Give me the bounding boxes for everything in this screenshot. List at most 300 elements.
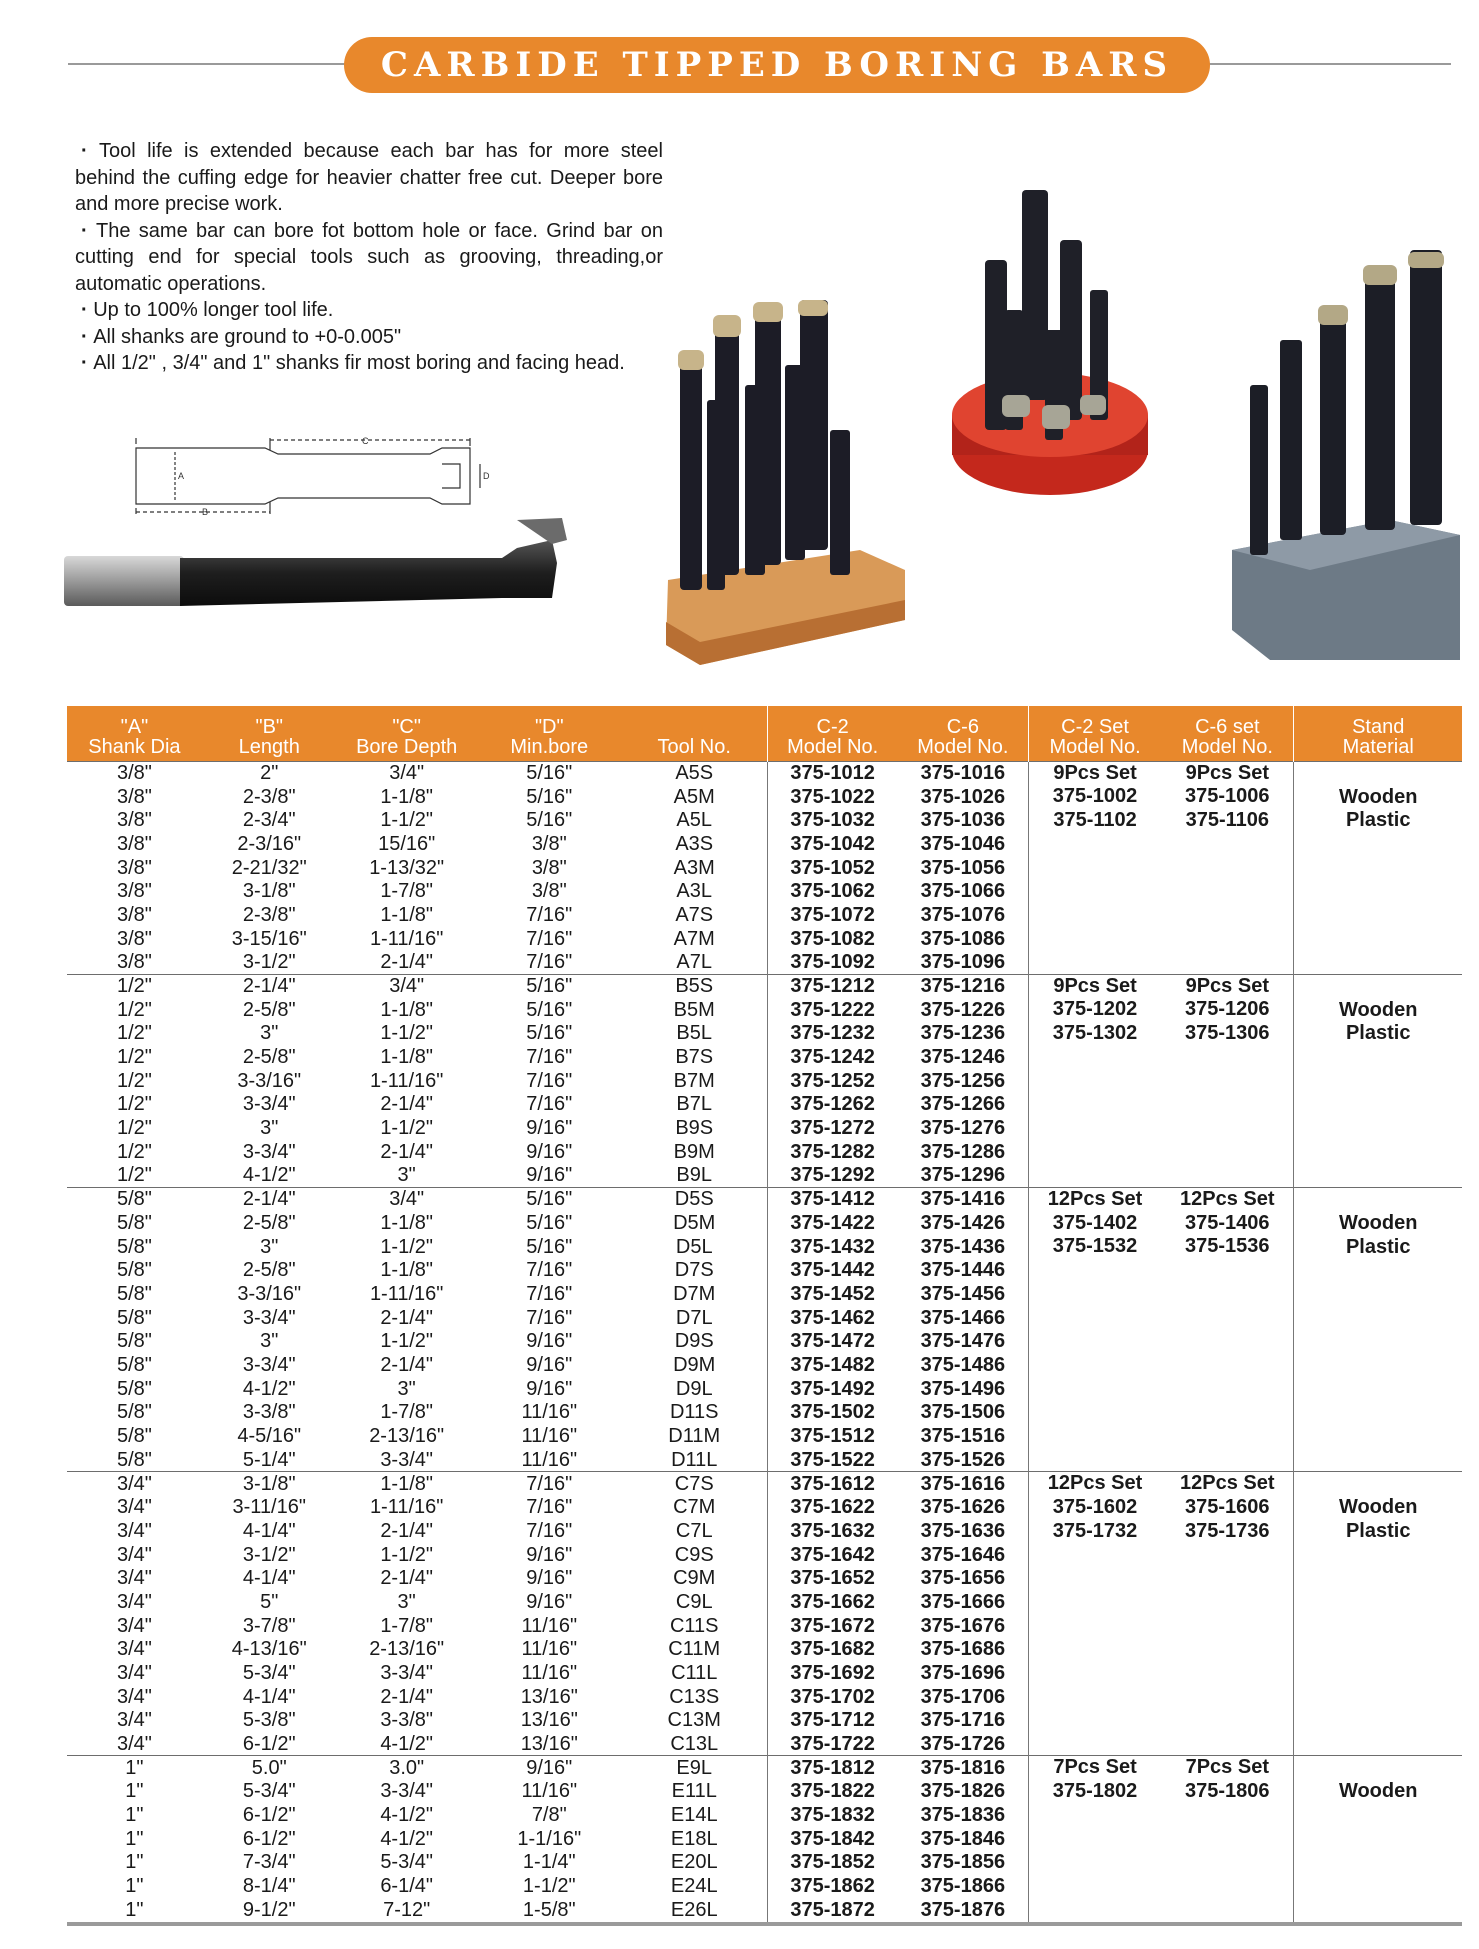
table-cell: 375-1266 — [920, 1093, 1006, 1116]
table-cell: 1-7/8" — [380, 880, 433, 903]
column-header-line: Tool No. — [657, 735, 731, 758]
diagram-label-b: B — [202, 507, 209, 516]
table-cell: 3-3/8" — [242, 1401, 296, 1424]
table-cell: 13/16" — [520, 1685, 578, 1708]
table-cell: 11/16" — [521, 1425, 578, 1448]
set-model-line: 12Pcs Set — [1180, 1472, 1275, 1495]
table-cell: 9/16" — [526, 1543, 573, 1566]
table-cell: 1-1/2" — [380, 809, 433, 832]
table-cell: 3/8" — [67, 761, 202, 785]
table-cell: 1-1/2" — [380, 1543, 433, 1566]
table-cell: C11L — [671, 1661, 718, 1684]
table-cell: 375-1056 — [920, 856, 1006, 879]
table-cell: D11L — [671, 1448, 718, 1471]
table-cell: 11/16" — [521, 1780, 578, 1803]
column-header-line: C-2 Set — [1061, 715, 1129, 738]
table-cell: 9/16" — [526, 1330, 573, 1353]
table-cell: 5/8" — [116, 1401, 152, 1424]
table-cell: 7/16" — [526, 1306, 573, 1329]
table-cell: 2-1/4" — [380, 1093, 433, 1116]
set-model-line: 375-1006 — [1185, 785, 1270, 808]
table-cell: 3/4" — [116, 1496, 152, 1519]
table-cell: 4-1/2" — [380, 1732, 433, 1755]
column-header-line: Material — [1342, 735, 1414, 758]
table-cell: 5/16" — [526, 1211, 573, 1234]
table-cell: 375-1722 — [767, 1732, 898, 1756]
table-cell: C7S — [622, 1472, 767, 1496]
table-cell: A5L — [676, 809, 713, 832]
table-cell: 3-1/2" — [242, 951, 296, 974]
table-cell: 5-3/4" — [242, 1780, 296, 1803]
table-cell: 375-1726 — [920, 1732, 1006, 1755]
set-model-line: 9Pcs Set — [1185, 761, 1269, 784]
table-cell: C11M — [668, 1638, 721, 1661]
table-cell: 375-1072 — [767, 903, 898, 927]
column-header-line: Model No. — [1181, 735, 1273, 758]
table-cell: 1/2" — [116, 1117, 152, 1140]
table-cell: 1/2" — [116, 1046, 152, 1069]
column-header-line: C-2 — [816, 715, 849, 738]
stand-material-line: Plastic — [1345, 809, 1411, 832]
table-cell: C9S — [674, 1543, 714, 1566]
table-cell: 375-1212 — [767, 974, 898, 998]
table-cell: B5S — [622, 974, 767, 998]
table-cell: 375-1622 — [767, 1495, 898, 1519]
table-cell: 375-1256 — [920, 1069, 1006, 1092]
table-cell: E14L — [670, 1804, 718, 1827]
table-cell: 375-1852 — [767, 1851, 898, 1875]
table-cell: 1" — [125, 1827, 144, 1850]
table-cell: 1-1/8" — [337, 1472, 477, 1496]
table-cell: 3/8" — [116, 951, 152, 974]
table-cell: 5/8" — [116, 1354, 152, 1377]
table-cell: 6-1/2" — [242, 1827, 296, 1850]
table-cell: 375-1692 — [767, 1661, 898, 1685]
table-cell: 1" — [67, 1756, 202, 1780]
c6-set-cell — [1161, 1472, 1294, 1756]
table-row — [67, 974, 1462, 998]
table-cell: 3/8" — [116, 809, 152, 832]
table-cell: 375-1222 — [767, 998, 898, 1022]
c2-set-cell — [1028, 1472, 1161, 1756]
column-header-line: Length — [238, 735, 300, 758]
boring-bar-photo — [62, 518, 572, 618]
table-cell: 375-1682 — [767, 1637, 898, 1661]
column-header — [1294, 706, 1462, 761]
bottom-rule — [67, 1922, 1462, 1926]
table-cell: 6-1/2" — [242, 1804, 296, 1827]
column-header — [202, 706, 337, 761]
c6-set-cell — [1161, 761, 1294, 974]
table-cell: 375-1442 — [767, 1258, 898, 1282]
table-row — [67, 1472, 1462, 1496]
table-cell: 375-1216 — [898, 974, 1029, 998]
table-cell: 375-1416 — [898, 1187, 1029, 1211]
set-model-line: 375-1402 — [1052, 1211, 1138, 1234]
table-cell: 6-1/2" — [242, 1732, 296, 1755]
table-cell: D11M — [668, 1425, 721, 1448]
table-cell: 2-1/4" — [380, 1685, 433, 1708]
table-cell: 375-1666 — [920, 1590, 1006, 1613]
table-cell: 1-7/8" — [380, 1401, 433, 1424]
c6-set-cell — [1161, 974, 1294, 1187]
table-cell: 375-1296 — [920, 1164, 1006, 1187]
table-cell: 3" — [397, 1164, 416, 1187]
table-cell: 375-1422 — [767, 1211, 898, 1235]
table-cell: 2-1/4" — [202, 974, 337, 998]
table-cell: 375-1842 — [767, 1827, 898, 1851]
set-model-line: 375-1732 — [1052, 1519, 1138, 1542]
table-cell: 375-1272 — [767, 1116, 898, 1140]
set-model-line: 375-1406 — [1185, 1211, 1270, 1234]
table-cell: 1-1/8" — [380, 1211, 433, 1234]
diagram-label-c: C — [362, 436, 369, 446]
table-cell: 1/2" — [116, 1022, 152, 1045]
table-cell: 7/16" — [526, 1259, 573, 1282]
table-cell: 375-1032 — [767, 808, 898, 832]
column-header — [767, 706, 898, 761]
table-cell: 375-1486 — [920, 1354, 1006, 1377]
table-cell: 2-1/4" — [380, 1567, 433, 1590]
table-cell: 375-1866 — [920, 1875, 1006, 1898]
table-cell: 2-5/8" — [242, 1211, 296, 1234]
column-header-line: Bore Depth — [356, 735, 458, 758]
table-cell: 3-1/2" — [242, 1543, 296, 1566]
table-cell: 375-1672 — [767, 1614, 898, 1638]
table-cell: 5/8" — [116, 1330, 152, 1353]
table-cell: 375-1626 — [920, 1496, 1006, 1519]
table-cell: B9S — [675, 1117, 714, 1140]
stand-material-cell — [1294, 1472, 1462, 1756]
table-cell: 2-13/16" — [369, 1638, 445, 1661]
table-cell: 3/4" — [116, 1709, 152, 1732]
table-cell: 1-5/8" — [522, 1898, 576, 1921]
table-cell: 1" — [125, 1804, 144, 1827]
table-cell: D9L — [675, 1377, 713, 1400]
table-cell: D5L — [675, 1235, 713, 1258]
stand-material-line: Plastic — [1345, 1235, 1411, 1258]
table-row — [67, 1187, 1462, 1211]
table-cell: 5/8" — [116, 1235, 152, 1258]
table-cell: 6-1/4" — [380, 1875, 433, 1898]
table-cell: 13/16" — [520, 1709, 578, 1732]
table-cell: 3/8" — [116, 880, 152, 903]
table-cell: 7/16" — [526, 1519, 573, 1542]
column-header — [477, 706, 622, 761]
table-cell: 3/4" — [116, 1590, 152, 1613]
table-cell: 375-1856 — [920, 1851, 1006, 1874]
set-model-line: 12Pcs Set — [1047, 1472, 1143, 1495]
column-header-line: "D" — [534, 715, 564, 738]
table-cell: 9/16" — [526, 1590, 573, 1613]
table-cell: 7-3/4" — [242, 1851, 296, 1874]
table-cell: 1/2" — [116, 1093, 152, 1116]
table-cell: 1/2" — [116, 998, 152, 1021]
table-cell: 11/16" — [521, 1614, 578, 1637]
set-model-line: 375-1002 — [1052, 785, 1138, 808]
table-cell: 375-1616 — [898, 1472, 1029, 1496]
set-model-line: 9Pcs Set — [1053, 974, 1137, 997]
table-cell: 1" — [125, 1780, 144, 1803]
table-cell: 1/2" — [116, 1164, 152, 1187]
table-cell: 375-1276 — [920, 1117, 1006, 1140]
table-cell: 5" — [260, 1590, 279, 1613]
table-cell: 375-1636 — [920, 1519, 1006, 1542]
table-cell: 375-1242 — [767, 1045, 898, 1069]
table-cell: D9S — [674, 1330, 714, 1353]
table-cell: A7L — [676, 951, 713, 974]
stand-material-line: Wooden — [1338, 1211, 1418, 1234]
table-cell: 11/16" — [521, 1661, 578, 1684]
table-cell: 3-3/8" — [380, 1709, 433, 1732]
table-cell: 11/16" — [521, 1448, 578, 1471]
feature-item: · Up to 100% longer tool life. — [75, 297, 663, 324]
table-cell: 5-3/4" — [380, 1851, 433, 1874]
table-cell: 375-1086 — [920, 927, 1006, 950]
table-cell: 1-1/4" — [522, 1851, 576, 1874]
table-cell: A3M — [673, 856, 715, 879]
table-cell: 3/8" — [531, 856, 567, 879]
table-cell: 5-3/4" — [242, 1661, 296, 1684]
table-cell: 375-1476 — [920, 1330, 1006, 1353]
table-cell: 3/4" — [116, 1685, 152, 1708]
c2-set-cell — [1028, 974, 1161, 1187]
stand-material-cell — [1294, 974, 1462, 1187]
table-cell: 1/2" — [116, 1140, 152, 1163]
stand-material-line: Wooden — [1338, 1496, 1418, 1519]
table-cell: 1-1/2" — [380, 1330, 433, 1353]
table-cell: 375-1096 — [920, 951, 1006, 974]
table-cell: 3/4" — [116, 1614, 152, 1637]
table-cell: 375-1652 — [767, 1566, 898, 1590]
table-cell: D7L — [675, 1306, 713, 1329]
table-cell: 375-1872 — [767, 1898, 898, 1922]
table-cell: 15/16" — [378, 832, 436, 855]
table-cell: 375-1826 — [920, 1780, 1006, 1803]
table-cell: 375-1696 — [920, 1661, 1006, 1684]
table-cell: 3-3/4" — [380, 1661, 433, 1684]
table-cell: 3-3/4" — [380, 1448, 433, 1471]
table-cell: 2-1/4" — [380, 1354, 433, 1377]
table-cell: 375-1052 — [767, 856, 898, 880]
table-cell: C7M — [673, 1496, 716, 1519]
plastic-stand-set-photo — [1230, 250, 1460, 660]
table-cell: 3-11/16" — [232, 1496, 306, 1519]
table-cell: 5/8" — [116, 1306, 152, 1329]
set-model-line: 12Pcs Set — [1047, 1187, 1143, 1210]
table-cell: 375-1712 — [767, 1709, 898, 1733]
table-cell: 375-1496 — [920, 1377, 1006, 1400]
set-model-line: 375-1806 — [1185, 1780, 1270, 1803]
table-cell: 5/8" — [116, 1448, 152, 1471]
table-cell: 7/16" — [526, 927, 573, 950]
stand-material-line: Wooden — [1338, 998, 1418, 1021]
table-cell: D9M — [673, 1354, 716, 1377]
feature-list — [75, 138, 663, 377]
table-cell: 3-3/16" — [237, 1069, 302, 1092]
table-cell: 2-13/16" — [369, 1425, 445, 1448]
stand-material-line: Plastic — [1345, 1519, 1411, 1542]
column-header-line: Model No. — [917, 735, 1009, 758]
table-cell: 375-1016 — [898, 761, 1029, 785]
table-cell: 375-1026 — [920, 785, 1006, 808]
table-cell: 1/2" — [116, 1069, 152, 1092]
table-cell: 5/16" — [526, 1235, 573, 1258]
table-cell: D5S — [622, 1187, 767, 1211]
table-cell: 375-1246 — [920, 1046, 1006, 1069]
table-cell: 375-1646 — [920, 1543, 1006, 1566]
table-cell: 375-1502 — [767, 1401, 898, 1425]
table-cell: 375-1262 — [767, 1093, 898, 1117]
table-cell: 4-1/2" — [242, 1164, 296, 1187]
table-cell: 375-1292 — [767, 1164, 898, 1188]
set-model-line: 375-1532 — [1052, 1235, 1138, 1258]
column-header-line: "A" — [120, 715, 149, 738]
table-cell: 1-11/16" — [369, 1069, 444, 1092]
table-cell: 3-3/4" — [242, 1306, 296, 1329]
table-cell: 4-13/16" — [231, 1638, 307, 1661]
table-cell: E9L — [622, 1756, 767, 1780]
table-cell: C13S — [669, 1685, 720, 1708]
table-cell: 4-1/4" — [242, 1567, 296, 1590]
table-cell: 375-1632 — [767, 1519, 898, 1543]
table-cell: 2-1/4" — [202, 1187, 337, 1211]
table-cell: 2-3/4" — [242, 809, 296, 832]
stand-material-cell — [1294, 1756, 1462, 1922]
table-cell: 375-1876 — [920, 1898, 1006, 1921]
table-cell: 375-1822 — [767, 1780, 898, 1804]
table-cell: D11S — [669, 1401, 719, 1424]
table-cell: B5L — [676, 1022, 713, 1045]
table-cell: 7/16" — [526, 1069, 573, 1092]
set-model-line: 375-1206 — [1185, 998, 1270, 1021]
set-model-line: 375-1536 — [1185, 1235, 1270, 1258]
table-cell: 11/16" — [521, 1638, 578, 1661]
set-model-line: 7Pcs Set — [1185, 1756, 1269, 1779]
table-cell: 2-3/16" — [237, 832, 302, 855]
table-cell: 1-1/8" — [380, 998, 433, 1021]
table-cell: 3" — [260, 1330, 279, 1353]
table-cell: 5/16" — [477, 1187, 622, 1211]
table-cell: 375-1706 — [920, 1685, 1006, 1708]
table-cell: 5/16" — [477, 974, 622, 998]
table-cell: 3/8" — [116, 903, 152, 926]
table-cell: 375-1512 — [767, 1424, 898, 1448]
table-cell: 1-13/32" — [369, 856, 445, 879]
table-cell: 375-1676 — [920, 1614, 1006, 1637]
table-cell: E26L — [670, 1898, 718, 1921]
table-cell: 3/4" — [337, 761, 477, 785]
table-cell: 4-1/4" — [242, 1519, 296, 1542]
table-cell: 375-1076 — [920, 903, 1006, 926]
table-cell: 3-15/16" — [231, 927, 307, 950]
table-cell: 375-1662 — [767, 1590, 898, 1614]
table-cell: 375-1042 — [767, 832, 898, 856]
table-cell: 5-1/4" — [242, 1448, 296, 1471]
set-model-line: 375-1106 — [1185, 808, 1269, 831]
table-cell: 1-1/8" — [380, 1046, 433, 1069]
c6-set-cell — [1161, 1756, 1294, 1922]
table-cell: 7/16" — [526, 1046, 573, 1069]
table-row — [67, 761, 1462, 785]
stand-material-line: Plastic — [1345, 1022, 1411, 1045]
table-cell: 9-1/2" — [242, 1898, 296, 1921]
table-cell: 375-1492 — [767, 1377, 898, 1401]
set-model-line: 375-1606 — [1185, 1495, 1270, 1518]
table-cell: 9/16" — [526, 1377, 573, 1400]
table-cell: 375-1506 — [920, 1401, 1006, 1424]
table-cell: B7M — [673, 1069, 715, 1092]
table-cell: C11S — [669, 1614, 719, 1637]
table-cell: 1-1/8" — [380, 1259, 433, 1282]
set-model-line: 375-1736 — [1185, 1519, 1270, 1542]
table-cell: 375-1022 — [767, 785, 898, 809]
table-cell: 375-1412 — [767, 1187, 898, 1211]
set-model-line: 375-1602 — [1052, 1495, 1138, 1518]
table-cell: 1-1/2" — [380, 1117, 433, 1140]
column-header — [1028, 706, 1161, 761]
column-header — [337, 706, 477, 761]
table-cell: 4-1/2" — [380, 1804, 433, 1827]
stand-material-cell — [1294, 1187, 1462, 1471]
table-cell: 375-1522 — [767, 1448, 898, 1472]
table-row — [67, 1756, 1462, 1780]
table-cell: 5-3/8" — [242, 1709, 296, 1732]
table-cell: 2-3/8" — [242, 785, 296, 808]
table-cell: 3" — [397, 1590, 416, 1613]
table-cell: 3/8" — [116, 856, 152, 879]
table-cell: 9/16" — [526, 1567, 573, 1590]
table-cell: 375-1452 — [767, 1282, 898, 1306]
table-cell: 4-1/4" — [242, 1685, 296, 1708]
stand-material-cell — [1294, 761, 1462, 974]
wooden-stand-set-photo — [660, 300, 910, 670]
table-cell: 1/2" — [67, 974, 202, 998]
set-model-line: 9Pcs Set — [1053, 761, 1137, 784]
table-cell: 3-1/8" — [202, 1472, 337, 1496]
table-cell: 1-1/8" — [380, 903, 433, 926]
table-cell: 1-1/2" — [522, 1875, 576, 1898]
table-cell: 3/4" — [67, 1472, 202, 1496]
set-model-line: 375-1202 — [1052, 998, 1138, 1021]
table-cell: 3-3/16" — [237, 1282, 302, 1305]
table-cell: 2-21/32" — [231, 856, 307, 879]
table-cell: 1-11/16" — [369, 1496, 444, 1519]
table-cell: 5/16" — [477, 761, 622, 785]
table-cell: 2" — [202, 761, 337, 785]
table-cell: 3/4" — [116, 1661, 152, 1684]
table-cell: 5/16" — [526, 785, 573, 808]
column-header-line: "C" — [392, 715, 421, 738]
table-cell: 3-3/4" — [380, 1780, 433, 1803]
table-cell: 3-3/4" — [242, 1354, 296, 1377]
table-cell: A7S — [675, 903, 714, 926]
dimension-diagram — [130, 436, 490, 516]
table-cell: D7M — [673, 1282, 716, 1305]
table-cell: 5/16" — [526, 809, 573, 832]
table-cell: 375-1426 — [920, 1211, 1006, 1234]
table-cell: 375-1012 — [767, 761, 898, 785]
table-cell: 9/16" — [526, 1117, 573, 1140]
table-cell: A7M — [673, 927, 715, 950]
diagram-label-a: A — [178, 471, 185, 481]
set-model-line: 375-1302 — [1052, 1022, 1138, 1045]
table-cell: E11L — [671, 1780, 717, 1803]
column-header — [622, 706, 767, 761]
table-cell: 7/16" — [526, 903, 573, 926]
table-cell: 3/4" — [116, 1638, 152, 1661]
column-header — [67, 706, 202, 761]
